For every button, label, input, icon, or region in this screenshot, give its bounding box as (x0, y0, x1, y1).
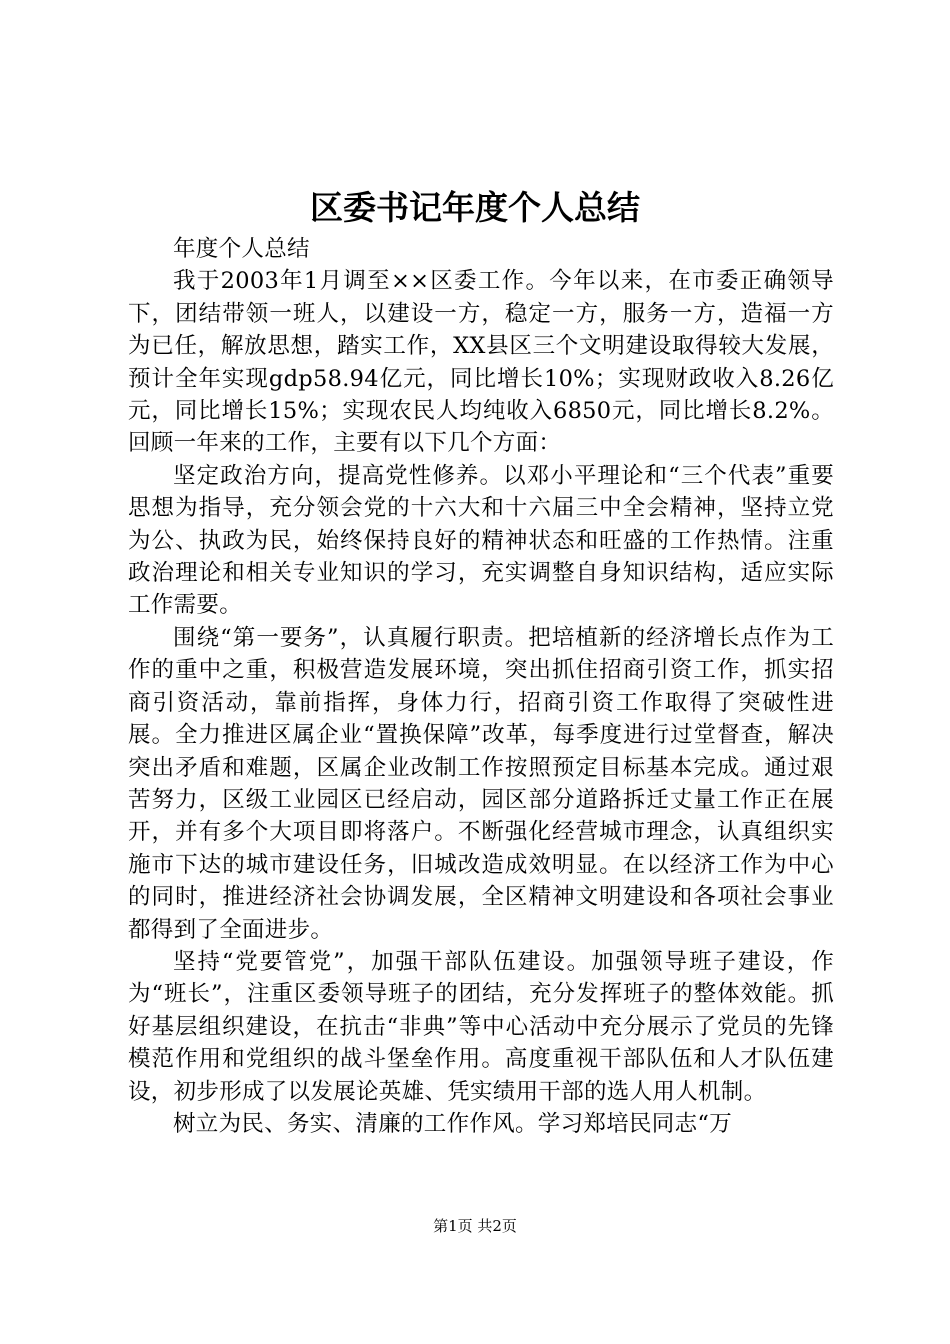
document-body (128, 233, 834, 1140)
paragraph-work-style: 树立为民、务实、清廉的工作作风。学习郑培民同志“万 (173, 1110, 733, 1137)
document-title: 区委书记年度个人总结 (310, 188, 640, 227)
paragraph-first-priority: 围绕“第一要务”，认真履行职责。把培植新的经济增长点作为工作的重中之重，积极营造发展环境，突出抓住招商引资工作，抓实招商引资活动，靠前指挥，身体力行，招商引资工作取得了突破性进展。全力推进区属企业“置换保障”改革，每季度进行过堂督查，解决突出矛盾和难题，区属企业改制工作按照预定目标基本完成。通过艰苦努力，区级工业园区已经启动，园区部分道路拆迁丈量工作正在展开，并有多个大项目即将落户。不断强化经营城市理念，认真组织实施市下达的城市建设任务，旧城改造成效明显。在以经济工作为中心的同时，推进经济社会协调发展，全区精神文明建设和各项社会事业都得到了全面进步。 (128, 624, 834, 943)
page-number-footer: 第1页 共2页 (433, 1217, 517, 1235)
paragraph-party-management: 坚持“党要管党”，加强干部队伍建设。加强领导班子建设，作为“班长”，注重区委领导班子的团结，充分发挥班子的整体效能。抓好基层组织建设，在抗击“非典”等中心活动中充分展示了党员的先锋模范作用和党组织的战斗堡垒作用。高度重视干部队伍和人才队伍建设，初步形成了以发展论英雄、凭实绩用干部的选人用人机制。 (128, 948, 834, 1105)
paragraph-political-direction: 坚定政治方向，提高党性修养。以邓小平理论和“三个代表”重要思想为指导，充分领会党的十六大和十六届三中全会精神，坚持立党为公、执政为民，始终保持良好的精神状态和旺盛的工作热情。注重政治理论和相关专业知识的学习，充实调整自身知识结构，适应实际工作需要。 (128, 462, 834, 619)
paragraph-intro: 我于2003年1月调至××区委工作。今年以来，在市委正确领导下，团结带领一班人，以建设一方，稳定一方，服务一方，造福一方为已任，解放思想，踏实工作，XX县区三个文明建设取得较大发展，预计全年实现gdp58.94亿元，同比增长10%；实现财政收入8.26亿元，同比增长15%；实现农民人均纯收入6850元，同比增长8.2%。回顾一年来的工作，主要有以下几个方面： (128, 268, 834, 457)
paragraph-subtitle: 年度个人总结 (173, 236, 310, 262)
